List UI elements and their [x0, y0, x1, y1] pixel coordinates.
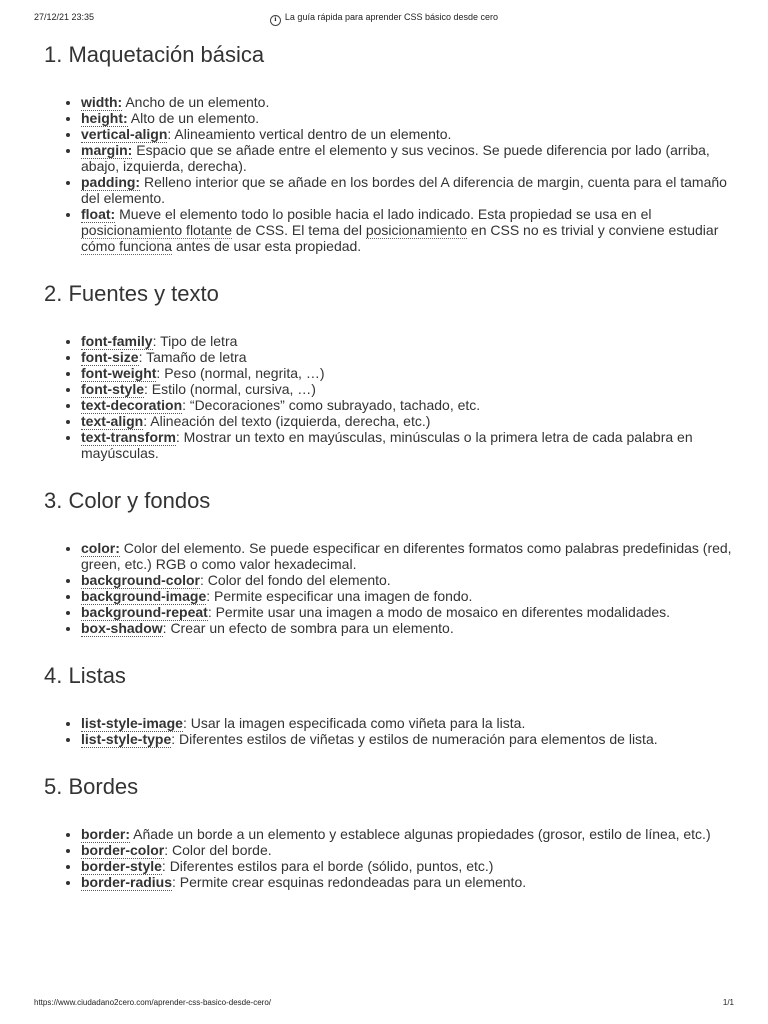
description-text: Alto de un elemento. — [127, 110, 260, 126]
list-item — [81, 715, 734, 731]
property-list — [44, 826, 734, 890]
section-heading: 4. Listas — [44, 663, 126, 688]
section-heading: 3. Color y fondos — [44, 488, 211, 513]
description-text: : Alineamiento vertical dentro de un elemento. — [167, 126, 452, 142]
description-text: Añade un borde a un elemento y establece algunas propiedades (grosor, estilo de línea, etc.) — [130, 826, 711, 842]
css-property-link[interactable]: text-transform — [81, 429, 176, 445]
css-property-link[interactable]: color: — [81, 540, 120, 556]
list-item — [81, 540, 734, 572]
list-item — [81, 365, 734, 381]
description-text: : “Decoraciones” como subrayado, tachado, etc. — [182, 397, 481, 413]
css-property-link[interactable]: list-style-image — [81, 715, 183, 731]
section-heading: 5. Bordes — [44, 774, 139, 799]
description-text: : Alineación del texto (izquierda, derecha, etc.) — [143, 413, 431, 429]
css-property-link[interactable]: border-color — [81, 842, 165, 858]
list-item — [81, 604, 734, 620]
css-property-link[interactable]: font-weight — [81, 365, 157, 381]
list-item — [81, 572, 734, 588]
list-item — [81, 413, 734, 429]
css-property-link[interactable]: height: — [81, 110, 128, 126]
description-text: antes de usar esta propiedad. — [172, 238, 362, 254]
description-text: Relleno interior que se añade en los bordes del A diferencia de margin, cuenta para el tamaño del elemento. — [81, 174, 727, 206]
description-text: : Mostrar un texto en mayúsculas, minúsculas o la primera letra de cada palabra en mayúsculas. — [81, 429, 693, 461]
list-item — [81, 126, 734, 142]
description-text: : Diferentes estilos de viñetas y estilos de numeración para elementos de lista. — [171, 731, 658, 747]
description-text: : Usar la imagen especificada como viñeta para la lista. — [182, 715, 526, 731]
list-item — [81, 826, 734, 842]
css-property-link[interactable]: border-radius — [81, 874, 173, 890]
css-property-link[interactable]: text-decoration — [81, 397, 183, 413]
section-spacer — [44, 636, 734, 659]
section-4 — [44, 659, 734, 747]
description-text: Color del elemento. Se puede especificar en diferentes formatos como palabras predefinidas (red, green, etc.) RGB o como valor hexadecimal. — [81, 540, 732, 572]
css-property-link[interactable]: background-repeat — [81, 604, 208, 620]
list-item — [81, 588, 734, 604]
section-spacer — [44, 747, 734, 770]
list-item — [81, 142, 734, 174]
list-item — [81, 206, 734, 254]
description-text: Espacio que se añade entre el elemento y sus vecinos. Se puede diferencia por lado (arriba, abajo, izquierda, derecha). — [81, 142, 710, 174]
list-item — [81, 174, 734, 206]
css-property-link[interactable]: box-shadow — [81, 620, 163, 636]
section-heading: 1. Maquetación básica — [44, 42, 265, 67]
list-item — [81, 731, 734, 747]
list-item — [81, 110, 734, 126]
css-property-link[interactable]: text-align — [81, 413, 144, 429]
css-property-link[interactable]: float: — [81, 206, 116, 222]
print-date: 27/12/21 23:35 — [34, 12, 95, 22]
description-text: : Permite usar una imagen a modo de mosaico en diferentes modalidades. — [207, 604, 671, 620]
list-item — [81, 429, 734, 461]
description-text: : Peso (normal, negrita, …) — [156, 365, 325, 381]
page-url: https://www.ciudadano2cero.com/aprender-css-basico-desde-cero/ — [34, 998, 272, 1007]
property-list — [44, 333, 734, 461]
css-property-link[interactable]: margin: — [81, 142, 133, 158]
property-list — [44, 715, 734, 747]
list-item — [81, 842, 734, 858]
description-text: Ancho de un elemento. — [122, 94, 270, 110]
description-text: en CSS no es trivial y conviene estudiar — [467, 222, 719, 238]
section-spacer — [44, 254, 734, 277]
list-item — [81, 397, 734, 413]
list-item — [81, 858, 734, 874]
description-text: : Diferentes estilos para el borde (sólido, puntos, etc.) — [161, 858, 494, 874]
description-text: : Estilo (normal, cursiva, …) — [144, 381, 316, 397]
list-item — [81, 874, 734, 890]
site-favicon-icon: ℹ — [270, 15, 281, 26]
page-number: 1/1 — [722, 998, 734, 1007]
description-text: Mueve el elemento todo lo posible hacia el lado indicado. Esta propiedad se usa en el — [115, 206, 652, 222]
description-text: : Color del fondo del elemento. — [200, 572, 391, 588]
description-text: de CSS. El tema del — [232, 222, 366, 238]
document-title-text: La guía rápida para aprender CSS básico desde cero — [284, 12, 499, 22]
print-footer — [34, 998, 734, 1010]
description-text: : Permite especificar una imagen de fondo. — [206, 588, 473, 604]
description-text: : Tamaño de letra — [138, 349, 247, 365]
sections-container — [44, 38, 734, 890]
description-text: : Permite crear esquinas redondeadas para un elemento. — [172, 874, 527, 890]
list-item — [81, 94, 734, 110]
css-property-link[interactable]: width: — [81, 94, 123, 110]
list-item — [81, 349, 734, 365]
description-text: : Crear un efecto de sombra para un elemento. — [162, 620, 454, 636]
property-list — [44, 94, 734, 254]
css-property-link[interactable]: border-style — [81, 858, 162, 874]
section-heading: 2. Fuentes y texto — [44, 281, 219, 306]
inline-link[interactable]: posicionamiento flotante — [81, 222, 232, 238]
css-property-link[interactable]: border: — [81, 826, 130, 842]
css-property-link[interactable]: vertical-align — [81, 126, 168, 142]
list-item — [81, 333, 734, 349]
print-header — [34, 12, 734, 26]
description-text: : Color del borde. — [164, 842, 272, 858]
css-property-link[interactable]: background-color — [81, 572, 201, 588]
css-property-link[interactable]: padding: — [81, 174, 141, 190]
inline-link[interactable]: cómo funciona — [81, 238, 173, 254]
section-1 — [44, 38, 734, 254]
property-list — [44, 540, 734, 636]
inline-link[interactable]: posicionamiento — [365, 222, 468, 238]
css-property-link[interactable]: background-image — [81, 588, 207, 604]
list-item — [81, 620, 734, 636]
css-property-link[interactable]: list-style-type — [81, 731, 172, 747]
section-spacer — [44, 461, 734, 484]
description-text: : Tipo de letra — [152, 333, 238, 349]
section-5 — [44, 770, 734, 890]
article-content — [44, 38, 734, 890]
list-item — [81, 381, 734, 397]
section-3 — [44, 484, 734, 636]
css-property-link[interactable]: font-size — [81, 349, 139, 365]
section-2 — [44, 277, 734, 461]
css-property-link[interactable]: font-family — [81, 333, 153, 349]
document-title — [34, 12, 734, 26]
css-property-link[interactable]: font-style — [81, 381, 144, 397]
